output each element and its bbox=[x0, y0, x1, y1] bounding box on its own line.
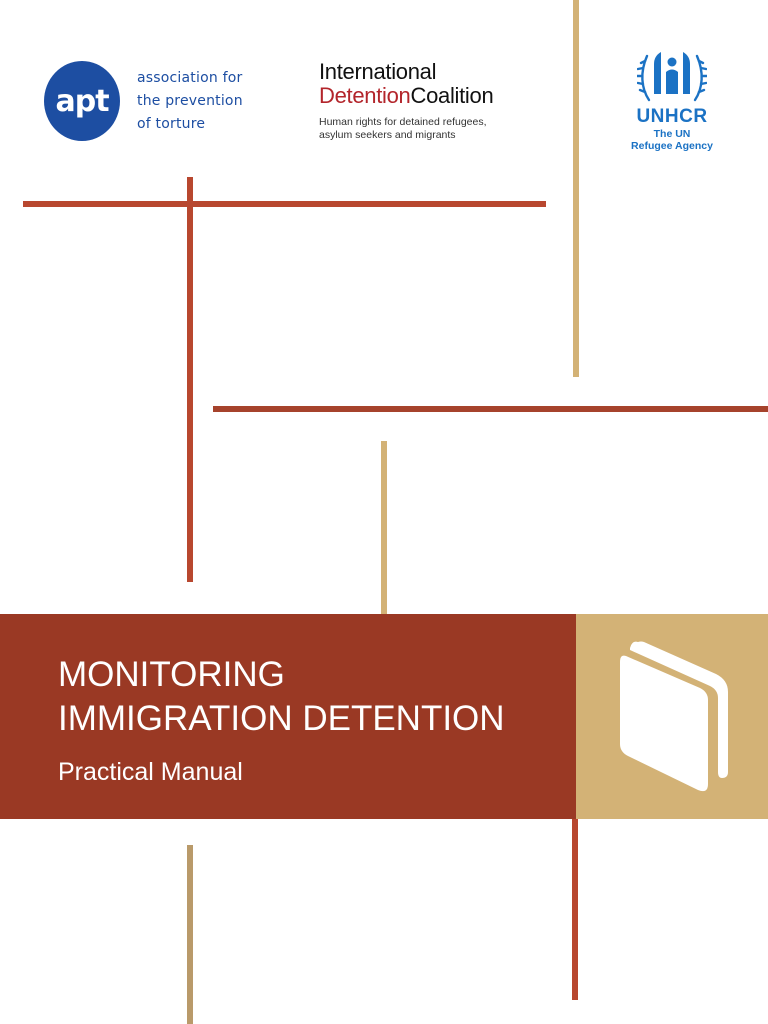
cover-title-line: MONITORING bbox=[58, 655, 285, 694]
decorative-line-rust-bottom bbox=[572, 819, 578, 1000]
cover-title bbox=[58, 653, 505, 741]
apt-name-line: association for bbox=[137, 70, 243, 86]
apt-logo-mark: apt bbox=[55, 83, 109, 119]
apt-name-line: the prevention bbox=[137, 93, 243, 109]
idc-tagline bbox=[319, 116, 493, 142]
idc-tagline-line: asylum seekers and migrants bbox=[319, 129, 456, 141]
idc-logo bbox=[319, 60, 493, 142]
idc-name-line1: International bbox=[319, 59, 437, 84]
cover-title-line: IMMIGRATION DETENTION bbox=[58, 699, 505, 738]
unhcr-name: UNHCR bbox=[636, 106, 708, 127]
unhcr-emblem-icon bbox=[637, 42, 707, 104]
decorative-line-horizontal-middle bbox=[213, 406, 768, 412]
apt-logo bbox=[44, 61, 120, 141]
decorative-line-gold-top bbox=[573, 0, 579, 377]
unhcr-subtitle-line: The UN bbox=[653, 128, 691, 140]
decorative-line-tan-bottom bbox=[187, 845, 193, 1024]
apt-organization-name bbox=[137, 67, 243, 136]
decorative-line-gold-middle bbox=[381, 441, 387, 616]
idc-name-detention: Detention bbox=[319, 83, 411, 108]
cover-subtitle: Practical Manual bbox=[58, 758, 243, 786]
unhcr-logo bbox=[624, 42, 720, 152]
idc-tagline-line: Human rights for detained refugees, bbox=[319, 116, 487, 128]
unhcr-subtitle-line: Refugee Agency bbox=[631, 140, 713, 152]
decorative-line-horizontal-top bbox=[23, 201, 546, 207]
idc-name-line2 bbox=[319, 84, 493, 108]
idc-name-coalition: Coalition bbox=[410, 83, 494, 108]
apt-name-line: of torture bbox=[137, 116, 206, 132]
decorative-line-vertical-left bbox=[187, 177, 193, 582]
book-icon bbox=[612, 636, 732, 804]
